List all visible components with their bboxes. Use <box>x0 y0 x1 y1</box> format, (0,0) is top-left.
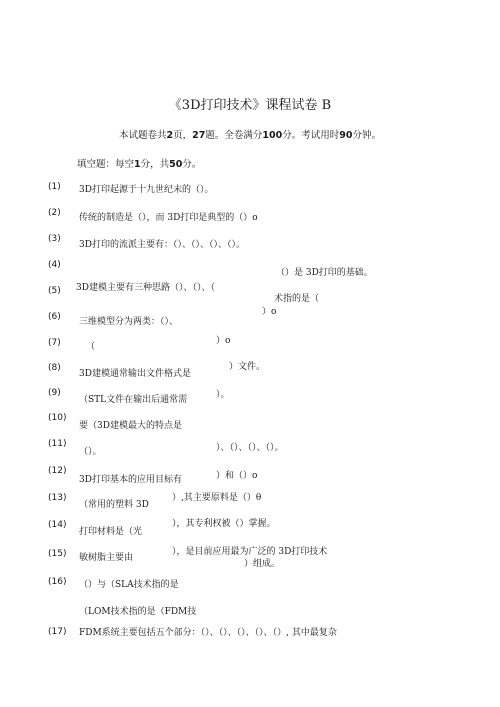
info-text: 分钟。 <box>352 130 381 141</box>
info-text: 页， <box>173 130 193 141</box>
question-number: (15) <box>48 549 67 559</box>
question-text: 打印材料是（光 <box>79 527 143 537</box>
points-per-blank: 1 <box>134 159 141 170</box>
question-text: （）是 3D打印的基础。 <box>276 268 373 278</box>
full-score: 100 <box>262 130 283 141</box>
question-number: (8) <box>48 363 61 373</box>
question-number: (16) <box>48 577 67 587</box>
question-number: (4) <box>48 260 61 270</box>
question-text: （常用的塑料 3D <box>79 500 149 510</box>
question-text: （）。 <box>79 447 102 457</box>
question-text: 术指的是（ <box>274 294 320 304</box>
question-text: 3D建模通常输出文件格式是 <box>79 369 191 379</box>
question-text: 3D打印的流派主要有：（）、（）、（）、（）。 <box>79 240 245 250</box>
question-text: （STL文件在输出后通常需 <box>79 395 188 405</box>
question-text: 3D建模主要有三种思路（）、（）、（ <box>76 283 215 293</box>
question-number: (17) <box>48 627 67 637</box>
question-text: ）,其主要原料是（）θ <box>172 493 262 503</box>
section-text: 分。 <box>182 159 202 170</box>
section-total: 50 <box>169 159 183 170</box>
question-number: (12) <box>48 466 67 476</box>
exam-info <box>0 127 500 141</box>
question-number: (6) <box>48 312 61 322</box>
question-number: (5) <box>48 286 61 296</box>
question-text: FDM系统主要包括五个部分：（）、（）、（）、（）、（）, 其中最复杂 <box>79 628 337 638</box>
question-number: (3) <box>48 234 61 244</box>
question-number: (7) <box>48 338 61 348</box>
question-text: ）文件。 <box>229 362 266 372</box>
question-number: (10) <box>48 413 67 423</box>
question-number: (1) <box>48 182 61 192</box>
question-text: ），是目前应用最为广泛的 3D打印技术 <box>172 547 328 557</box>
question-count: 27 <box>192 130 206 141</box>
info-text: 本试题卷共 <box>118 130 167 141</box>
question-text: ）组成。 <box>244 559 281 569</box>
question-text: （）与（SLA技术指的是 <box>79 580 179 590</box>
question-text: （ <box>86 342 96 352</box>
section-heading <box>77 156 201 170</box>
question-text: 敏树脂主要由 <box>79 553 134 563</box>
section-text: 分，共 <box>140 159 170 170</box>
question-text: ）o <box>216 336 231 346</box>
info-text: 题。全卷满分 <box>205 130 263 141</box>
question-text: 3D打印基本的应用目标有 <box>79 475 182 485</box>
question-number: (14) <box>48 520 67 530</box>
section-text: 填空题：每空 <box>77 159 135 170</box>
exam-time: 90 <box>339 130 353 141</box>
question-text: 3D打印起源于十九世纪末的（）。 <box>79 185 214 195</box>
question-text: 三维模型分为两类：（）、 <box>79 317 179 327</box>
question-text: （LOM技术指的是（FDM技 <box>79 607 197 617</box>
question-text: ）。 <box>216 390 230 400</box>
question-text: ）、（）、（）、（）。 <box>216 443 284 453</box>
question-number: (2) <box>48 208 61 218</box>
question-text: ）和（）o <box>216 471 258 481</box>
exam-title: 《3D打印技术》课程试卷 B <box>168 98 332 113</box>
question-number: (11) <box>48 439 67 449</box>
page-count: 2 <box>166 130 174 141</box>
info-text: 分。考试用时 <box>282 130 340 141</box>
question-number: (13) <box>48 493 67 503</box>
question-text: 要（3D建模最大的特点是 <box>79 421 182 431</box>
question-text: 传统的制造是（），而 3D打印是典型的（）o <box>79 213 258 223</box>
question-text: ）o <box>262 307 277 317</box>
question-text: ），其专利权被（）掌握。 <box>172 519 276 529</box>
question-number: (9) <box>48 388 61 398</box>
